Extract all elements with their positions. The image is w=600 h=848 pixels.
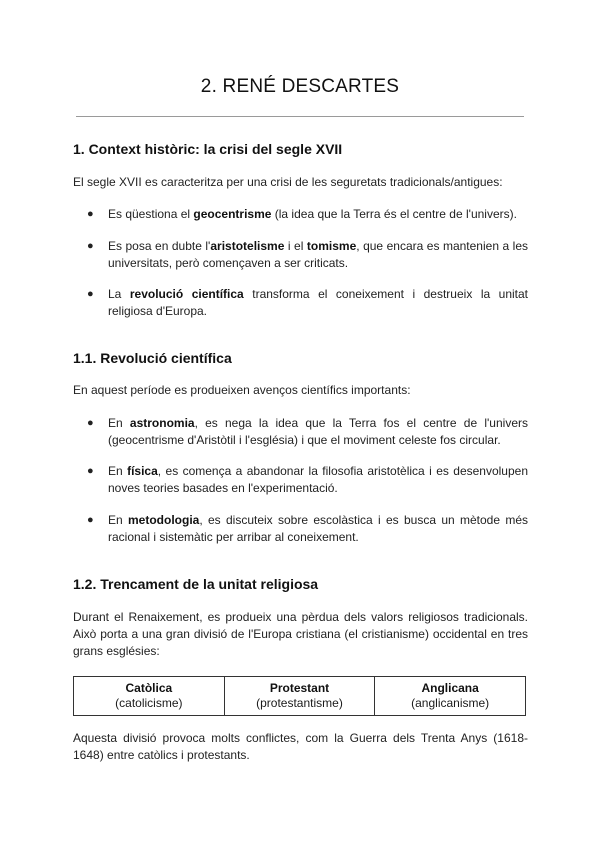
table-cell-catolica: Catòlica (catolicisme): [74, 677, 225, 716]
bullet-icon: ●: [87, 240, 94, 252]
document-page: 2. RENÉ DESCARTES 1. Context històric: la crisi del segle XVII El segle XVII es caracteritza per una crisi de les seguretats tradicionals/antigues: ● Es qüestiona el geocentrisme (la idea que la Terra és el centre de l'univers). ● Es posa en dubte l'aristotelisme i el tomisme, que encara es mantenien a les universitats, però començaven a ser criticats. ● La revolució científica transforma el coneixement i destrueix la unitat religiosa d'Europa. 1.1. Revolució científica En aquest període es produeixen avenços científics importants: ● En astronomia, es nega la idea que la Terra fos el centre de l'univers (geocentrisme d'Aristòtil i l'església) i que el moviment celeste fos circular. ● En física, es comença a abandonar la filosofia aristotèlica i es desenvolupen noves teories basades en l'experimentació. ● En metodologia, es discuteix sobre escolàstica i es busca un mètode més racional i sistemàtic per arribar al coneixement. 1.2. Trencament de la unitat religiosa Durant el Renaixement, es produeix una pèrdua dels valors religiosos tradicionals. Això porta a una gran divisió de l'Europa cristiana (el cristianisme) occidental en tres grans esglésies: Catòlica (catolicisme) Protestant (protestantisme) Anglicana (anglicanisme) Aquesta divisió provoca molts conflictes, com la Guerra dels Trenta Anys (1618-1648) entre catòlics i protestants.: [0, 0, 600, 848]
section-1-heading: 1. Context històric: la crisi del segle XVII: [73, 141, 343, 157]
section-1-2-closing: Aquesta divisió provoca molts conflictes, com la Guerra dels Trenta Anys (1618-1648) entre catòlics i protestants.: [73, 731, 528, 762]
bullet-icon: ●: [87, 288, 94, 300]
bullet-icon: ●: [87, 514, 94, 526]
table-cell-anglicana: Anglicana (anglicanisme): [375, 677, 526, 716]
churches-table: [73, 676, 526, 716]
page-title: 2. RENÉ DESCARTES: [200, 76, 400, 97]
section-1-2-heading: 1.2. Trencament de la unitat religiosa: [73, 576, 319, 592]
bullet-icon: ●: [87, 417, 94, 429]
section-1-1-intro: En aquest període es produeixen avenços científics importants:: [73, 383, 411, 397]
bullet-icon: ●: [87, 208, 94, 220]
title-divider: [76, 116, 524, 117]
section-1-2-intro: Durant el Renaixement, es produeix una pèrdua dels valors religiosos tradicionals. Això porta a una gran divisió de l'Europa cristiana (el cristianisme) occidental en tres grans esglésies:: [73, 610, 528, 658]
section-1-1-heading: 1.1. Revolució científica: [73, 350, 232, 366]
table-cell-protestant: Protestant (protestantisme): [224, 677, 375, 716]
bullet-icon: ●: [87, 465, 94, 477]
section-1-intro: El segle XVII es caracteritza per una crisi de les seguretats tradicionals/antigues:: [73, 175, 503, 189]
